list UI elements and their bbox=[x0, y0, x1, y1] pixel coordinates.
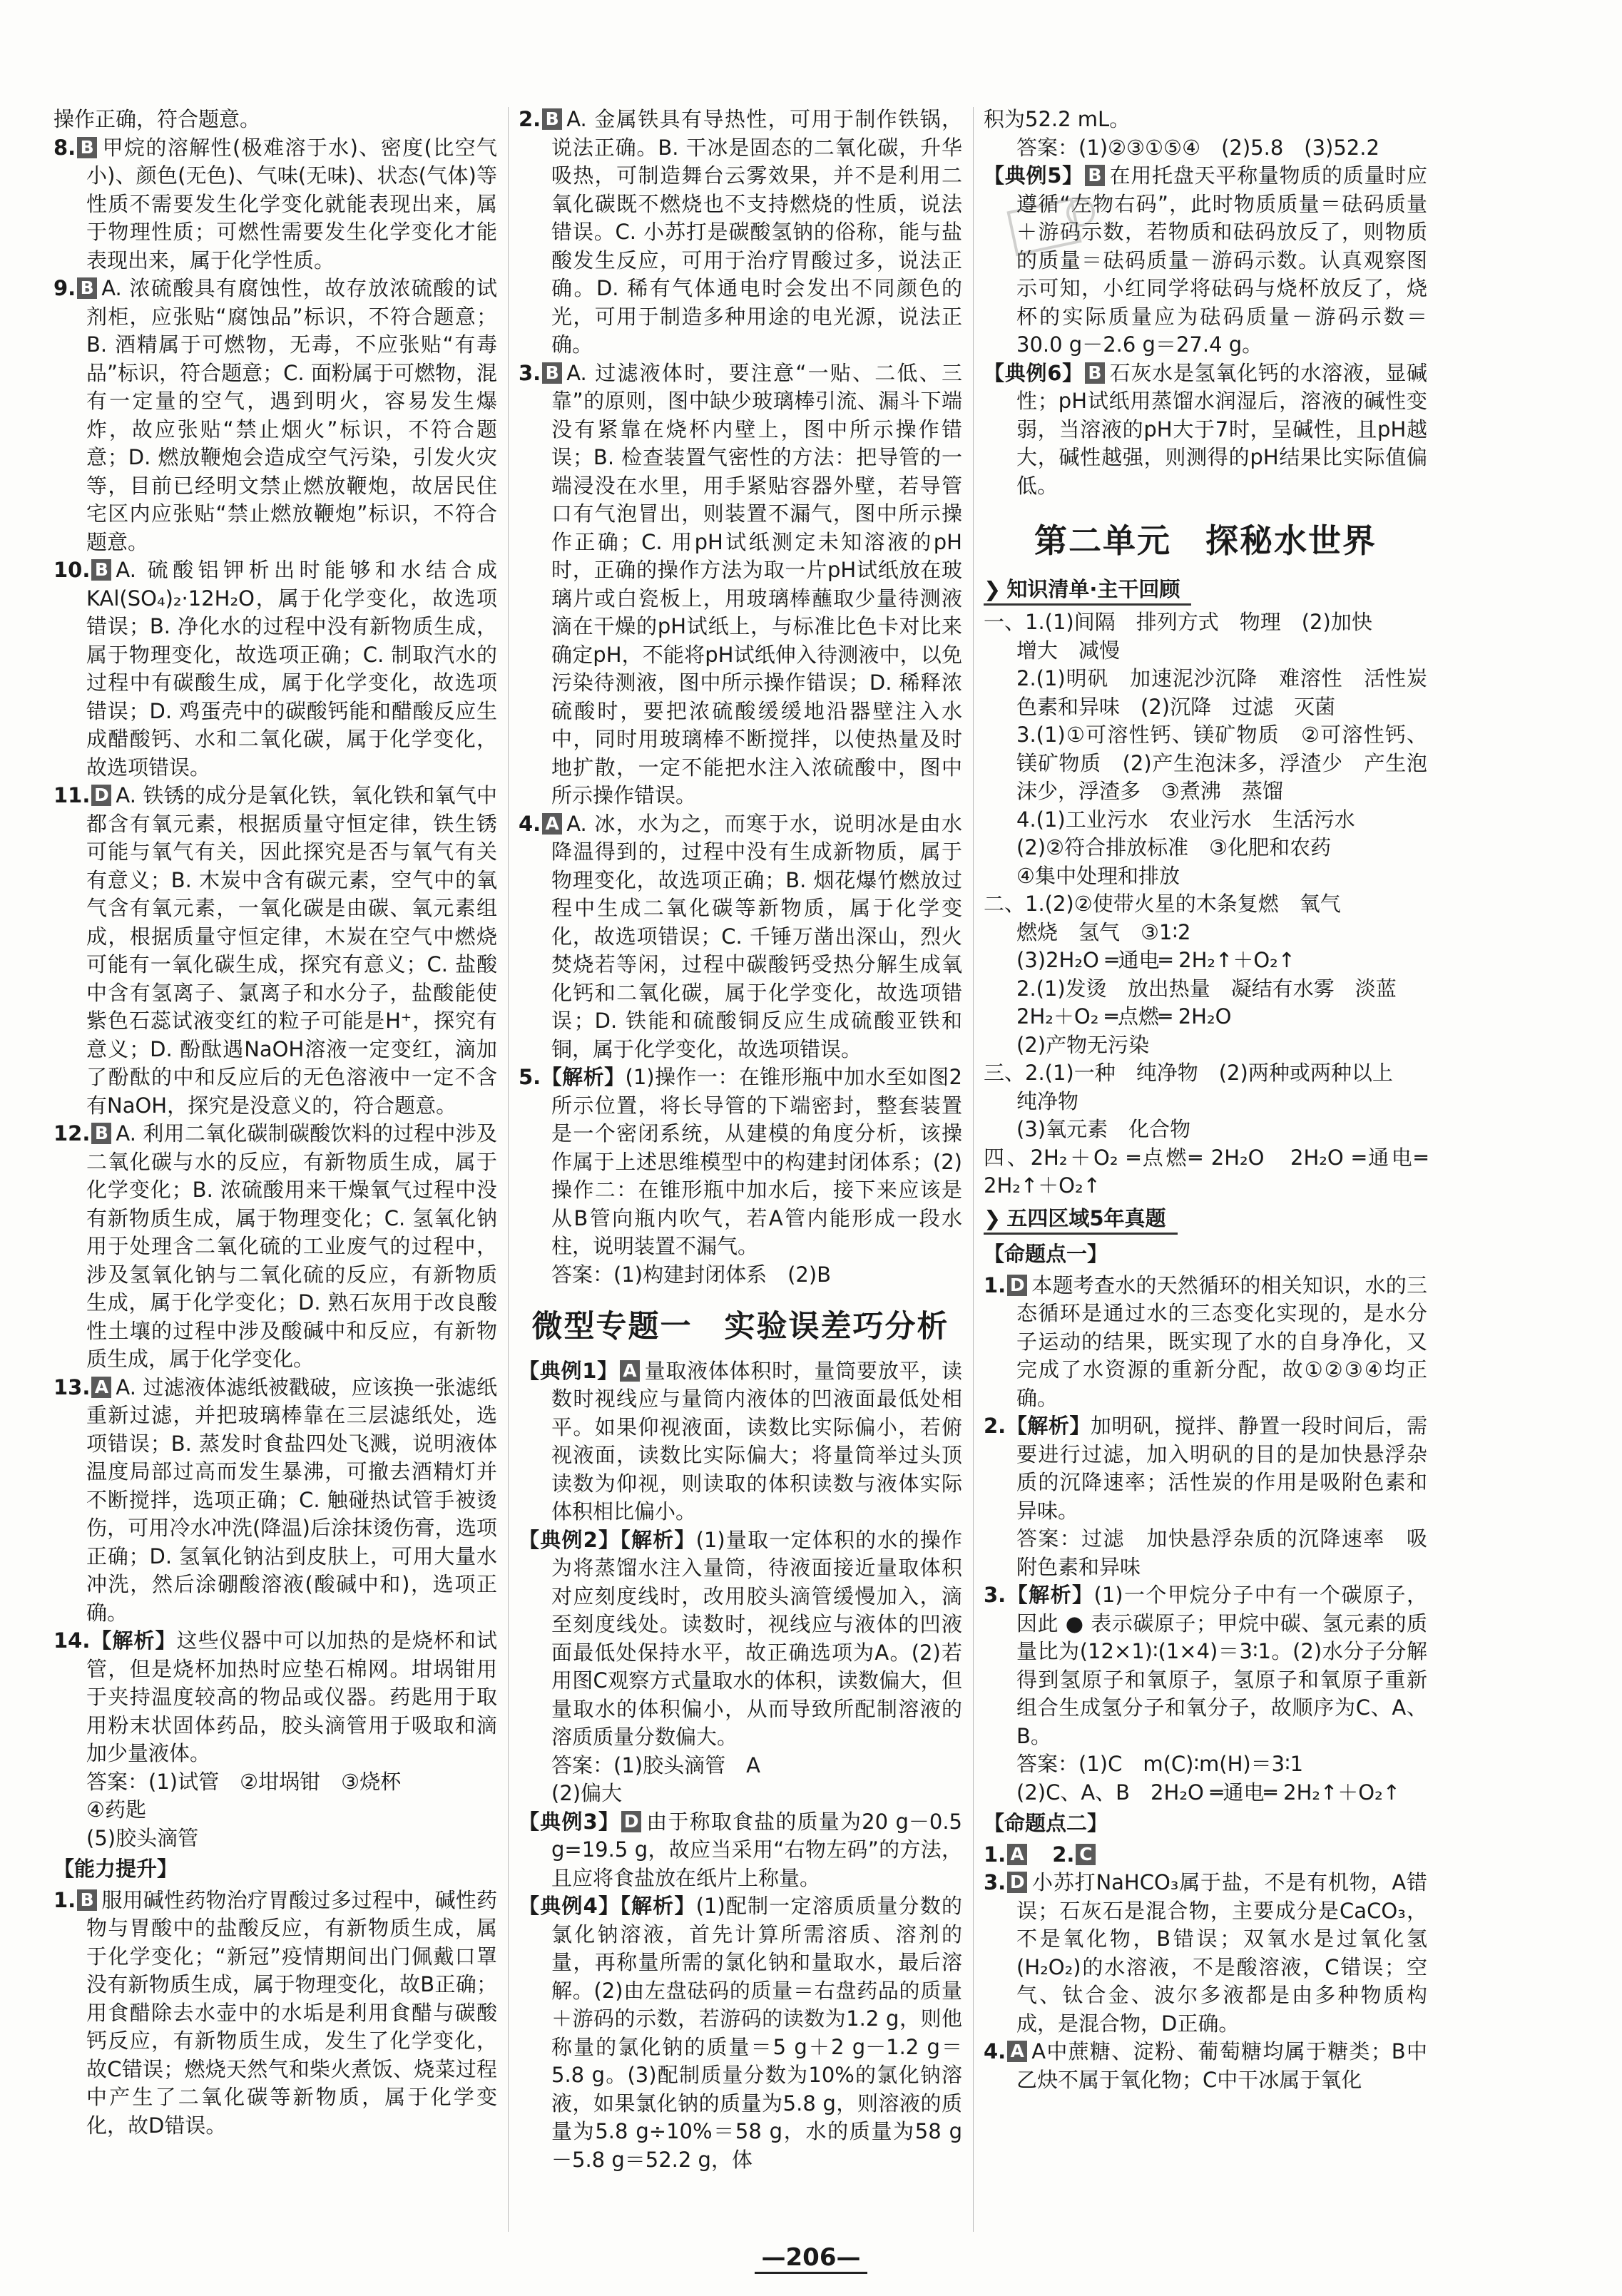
answer-badge: D bbox=[91, 785, 111, 806]
answer-line: 答案：(1)构建封闭体系 (2)B bbox=[551, 1262, 832, 1287]
answer-badge: B bbox=[91, 1123, 111, 1144]
item-tag: 【解析】 bbox=[90, 1628, 177, 1653]
question-item bbox=[53, 782, 497, 1120]
text-line: (2)产物无污染 bbox=[1016, 1032, 1150, 1057]
answer-badge: B bbox=[77, 137, 97, 158]
answer-line: 答案：(1)胶头滴管 A bbox=[551, 1752, 760, 1777]
answer-badge: A bbox=[1007, 2041, 1027, 2062]
box-heading: 【命题点一】 bbox=[984, 1242, 1108, 1266]
question-item bbox=[984, 1841, 1427, 1869]
example-item bbox=[984, 359, 1427, 501]
item-text: (1)配制一定溶质质量分数的氯化钠溶液，首先计算所需溶质、溶剂的量，再称量所需的氯化钠和量取水，最后溶解。(2)由左盘砝码的质量＝右盘药品的质量＋游码的示数，若游码的读数为1.2 g，则他称量的氯化钠的质量＝5 g＋2 g－1.2 g＝5.8 g。(3)配制质量分数为10%的氯化钠溶液，如果氯化钠的质量为5.8 g，则溶液的质量为5.8 g÷10%＝58 g，水的质量为58 g－5.8 g＝52.2 g，体 bbox=[551, 1894, 962, 2172]
section-header bbox=[984, 1200, 1427, 1238]
item-text: 这些仪器中可以加热的是烧杯和试管，但是烧杯加热时应垫石棉网。坩埚钳用于夹持温度较高的物品或仪器。药匙用于取用粉末状固体药品，胶头滴管用于吸取和滴加少量液体。 bbox=[86, 1628, 497, 1765]
section-heading bbox=[984, 1205, 1178, 1235]
section-header bbox=[984, 571, 1427, 609]
text-line: (3)氧元素 化合物 bbox=[1016, 1117, 1191, 1141]
text-line: 4.(1)工业污水 农业污水 生活污水 bbox=[1016, 807, 1355, 832]
example-item bbox=[984, 162, 1427, 359]
example-item bbox=[519, 1357, 962, 1526]
unit-title: 第二单元 探秘水世界 bbox=[1034, 521, 1377, 560]
chevron-right-icon: ❯ bbox=[984, 1205, 1001, 1230]
question-item bbox=[984, 1412, 1427, 1525]
text-line: 一、1.(1)间隔 排列方式 物理 (2)加快 bbox=[984, 610, 1372, 634]
item-text: A. 过滤液体滤纸被戳破，应该换一张滤纸重新过滤，并把玻璃棒靠在三层滤纸处，选项错误；B. 蒸发时食盐四处飞溅，说明液体温度局部过高而发生暴沸，可撤去酒精灯并不断搅拌，选项正确；C. 触碰热试管手被烫伤，可用冷水冲洗(降温)后涂抹烫伤膏，选项正确；D. 氢氧化钠沾到皮肤上，可用大量水冲洗，然后涂硼酸溶液(酸碱中和)，选项正确。 bbox=[86, 1374, 497, 1625]
answer-badge: D bbox=[1007, 1275, 1027, 1296]
question-item bbox=[53, 275, 497, 556]
question-number: 3. bbox=[519, 360, 541, 385]
answer-badge: B bbox=[91, 559, 111, 581]
text-line: 3.(1)①可溶性钙、镁矿物质 ②可溶性钙、镁矿物质 (2)产生泡沫多，浮渣少 产生泡沫少，浮渣多 ③煮沸 蒸馏 bbox=[1016, 723, 1427, 803]
item-text: (1)操作一：在锥形瓶中加水至如图2所示位置，将长导管的下端密封，整套装置是一个密闭系统，从建模的角度分析，该操作属于上述思维模型中的构建封闭体系；(2)操作二：在锥形瓶中加水后，接下来应该是从B管向瓶内吹气，若A管内能形成一段水柱，说明装置不漏气。 bbox=[551, 1065, 962, 1258]
question-number: 2. bbox=[984, 1414, 1006, 1438]
question-number: 4. bbox=[519, 811, 541, 836]
question-number: 14. bbox=[53, 1628, 91, 1653]
question-number: 10. bbox=[53, 558, 91, 582]
answer-badge: B bbox=[77, 1889, 97, 1911]
item-tag: 【典例3】 bbox=[519, 1809, 621, 1834]
column-divider-2 bbox=[973, 107, 974, 2232]
answer-badge: B bbox=[542, 362, 562, 384]
answer-badge: D bbox=[1007, 1872, 1027, 1893]
text-line: 2.(1)明矾 加速泥沙沉降 难溶性 活性炭 色素和异味 (2)沉降 过滤 灭菌 bbox=[1016, 666, 1449, 719]
item-text: A. 冰，水为之，而寒于水，说明冰是由水降温得到的，过程中没有生成新物质，属于物理变化，故选项正确；B. 烟花爆竹燃放过程中生成二氧化碳等新物质，属于化学变化，故选项错误；C. 千锤万凿出深山，烈火焚烧若等闲，过程中碳酸钙受热分解生成氧化钙和二氧化碳，属于化学变化，故选项错误；D. 铁能和硫酸铜反应生成硫酸亚铁和铜，属于化学变化，故选项错误。 bbox=[551, 811, 962, 1061]
question-item bbox=[519, 1063, 962, 1261]
question-item bbox=[53, 556, 497, 782]
item-text: 甲烷的溶解性(极难溶于水)、密度(比空气小)、颜色(无色)、气味(无味)、状态(气体)等性质不需要发生化学变化就能表现出来，属于物理性质；可燃性需要发生化学变化才能表现出来，属于化学性质。 bbox=[86, 135, 497, 272]
text-line: 2H₂＋O₂ ═点燃═ 2H₂O bbox=[1016, 1004, 1232, 1029]
page-number bbox=[0, 2243, 1622, 2272]
answer-badge: B bbox=[1085, 165, 1105, 186]
question-item bbox=[519, 106, 962, 359]
item-text: A. 利用二氧化碳制碳酸饮料的过程中涉及二氧化碳与水的反应，有新物质生成，属于化学变化；B. 浓硫酸用来干燥氧气过程中没有新物质生成，属于物理变化；C. 氢氧化钠用于处理含二氧化硫的工业废气的过程中，涉及氢氧化钠与二氧化硫的反应，有新物质生成，属于化学变化；D. 熟石灰用于改良酸性土壤的过程中涉及酸碱中和反应，有新物质生成，属于化学变化。 bbox=[86, 1121, 497, 1371]
item-text: A. 铁锈的成分是氧化铁，氧化铁和氧气中都含有氧元素，根据质量守恒定律，铁生锈可能与氧气有关，因此探究是否与氧气有关有意义；B. 木炭中含有碳元素，空气中的氧气含有氧元素，一氧化碳是由碳、氧元素组成，根据质量守恒定律，木炭在空气中燃烧可能有一氧化碳生成，探究有意义；C. 盐酸中含有氢离子、氯离子和水分子，盐酸能使紫色石蕊试液变红的粒子可能是H⁺，探究有意义；D. 酚酞遇NaOH溶液一定变红，滴加了酚酞的中和反应后的无色溶液中一定不含有NaOH，探究是没意义的，符合题意。 bbox=[86, 783, 497, 1118]
item-tag: 【典例4】【解析】 bbox=[519, 1894, 696, 1918]
answer-line: 答案：过滤 加快悬浮杂质的沉降速率 吸附色素和异味 bbox=[1016, 1526, 1427, 1579]
answer-badge: A bbox=[91, 1377, 111, 1398]
column-left bbox=[53, 106, 497, 2246]
text-line: 2.(1)发烫 放出热量 凝结有水雾 淡蓝 bbox=[1016, 976, 1397, 1001]
question-item bbox=[984, 2038, 1427, 2094]
question-number: 9. bbox=[53, 276, 76, 300]
text-line: (2)偏大 bbox=[551, 1781, 623, 1805]
item-text: A中蔗糖、淀粉、葡萄糖均属于糖类；B中乙炔不属于氧化物；C中干冰属于氧化 bbox=[1016, 2039, 1427, 2092]
text-line: 操作正确，符合题意。 bbox=[53, 107, 261, 131]
question-number: 3. bbox=[984, 1583, 1006, 1607]
answer-line: 答案：(1)试管 ②坩埚钳 ③烧杯 bbox=[86, 1769, 402, 1794]
item-text: (1)一个甲烷分子中有一个碳原子，因此 ● 表示碳原子；甲烷中碳、氢元素的质量比为(12×1)∶(1×4)＝3∶1。(2)水分子分解得到氢原子和氧原子，氢原子和氧原子重新组合生成氢分子和氧分子，故顺序为C、A、B。 bbox=[1016, 1583, 1427, 1748]
text-line: (2)C、A、B 2H₂O ═通电═ 2H₂↑＋O₂↑ bbox=[1016, 1780, 1401, 1805]
text-line: 二、1.(2)②使带火星的木条复燃 氧气 bbox=[984, 892, 1341, 916]
text-line: 四、2H₂＋O₂ ═点燃═ 2H₂O 2H₂O ═通电═ 2H₂↑＋O₂↑ bbox=[984, 1145, 1427, 1198]
question-number: 1. bbox=[984, 1842, 1006, 1867]
question-item bbox=[53, 1887, 497, 2141]
question-number: 11. bbox=[53, 783, 91, 807]
question-number: 1. bbox=[53, 1887, 76, 1912]
chevron-right-icon: ❯ bbox=[984, 576, 1001, 601]
question-number: 2. bbox=[1052, 1842, 1075, 1867]
item-tag: 【解析】 bbox=[541, 1065, 626, 1089]
question-item bbox=[519, 810, 962, 1064]
answer-line: 答案：(1)②③①⑤④ (2)5.8 (3)52.2 bbox=[1016, 135, 1379, 160]
question-number: 1. bbox=[984, 1272, 1006, 1297]
question-item bbox=[984, 1581, 1427, 1750]
question-item bbox=[53, 1374, 497, 1628]
text-line: 三、2.(1)一种 纯净物 (2)两种或两种以上 bbox=[984, 1061, 1393, 1085]
question-number: 12. bbox=[53, 1121, 91, 1146]
item-tag: 【解析】 bbox=[1006, 1583, 1094, 1607]
item-tag: 【解析】 bbox=[1006, 1414, 1091, 1438]
question-number: 5. bbox=[519, 1065, 541, 1089]
section-heading bbox=[984, 576, 1191, 606]
question-number: 4. bbox=[984, 2039, 1006, 2063]
text-line: 纯净物 bbox=[1016, 1088, 1079, 1113]
example-item bbox=[519, 1808, 962, 1893]
section-heading-text: 五四区域5年真题 bbox=[1006, 1205, 1166, 1230]
topic-title: 微型专题一 实验误差巧分析 bbox=[531, 1309, 949, 1345]
answer-badge: B bbox=[542, 108, 562, 130]
answer-badge: C bbox=[1076, 1844, 1096, 1865]
question-number: 2. bbox=[519, 107, 541, 131]
box-heading: 【命题点二】 bbox=[984, 1811, 1108, 1835]
item-tag: 【典例5】 bbox=[984, 163, 1083, 188]
item-text: 服用碱性药物治疗胃酸过多过程中，碱性药物与胃酸中的盐酸反应，有新物质生成，属于化学变化；“新冠”疫情期间出门佩戴口罩没有新物质生成，属于物理变化，故B正确；用食醋除去水壶中的水垢是利用食醋与碳酸钙反应，有新物质生成，发生了化学变化，故C错误；燃烧天然气和柴火煮饭、烧菜过程中产生了二氧化碳等新物质，属于化学变化，故D错误。 bbox=[86, 1887, 497, 2138]
page-number-text: —206— bbox=[755, 2243, 868, 2274]
box-heading: 【能力提升】 bbox=[53, 1857, 178, 1881]
item-tag: 【典例1】 bbox=[519, 1358, 618, 1383]
item-text: 小苏打NaHCO₃属于盐，不是有机物，A错误；石灰石是混合物，主要成分是CaCO₃，不是氧化物，B错误；双氧水是过氧化氢(H₂O₂)的水溶液，不是酸溶液，C错误；空气、钛合金、波尔多液都是由多种物质构成，是混合物，D正确。 bbox=[1016, 1870, 1427, 2036]
answer-badge: D bbox=[621, 1811, 641, 1832]
question-number: 3. bbox=[984, 1870, 1006, 1894]
item-text: 加明矾，搅拌、静置一段时间后，需要进行过滤，加入明矾的目的是加快悬浮杂质的沉降速率；活性炭的作用是吸附色素和异味。 bbox=[1016, 1414, 1427, 1523]
question-item bbox=[519, 359, 962, 810]
answer-badge: B bbox=[77, 277, 97, 299]
item-tag: 【典例6】 bbox=[984, 360, 1083, 385]
answer-line: 答案：(1)C m(C)∶m(H)＝3∶1 bbox=[1016, 1752, 1304, 1776]
answer-badge: B bbox=[1085, 362, 1105, 384]
item-text: 石灰水是氢氧化钙的水溶液，显碱性；pH试纸用蒸馏水润湿后，溶液的碱性变弱，当溶液的pH大于7时，呈碱性，且pH越大，碱性越强，则测得的pH结果比实际值偏低。 bbox=[1016, 360, 1427, 498]
text-line: (3)2H₂O ═通电═ 2H₂↑＋O₂↑ bbox=[1016, 948, 1296, 972]
text-line: (5)胶头滴管 bbox=[86, 1825, 199, 1850]
text-line: 积为52.2 mL。 bbox=[984, 107, 1131, 131]
section-heading-text: 知识清单·主干回顾 bbox=[1006, 576, 1180, 601]
question-item bbox=[984, 1272, 1427, 1413]
item-text: A. 金属铁具有导热性，可用于制作铁锅，说法正确。B. 干冰是固态的二氧化碳，升华吸热，可制造舞台云雾效果，并不是利用二氧化碳既不燃烧也不支持燃烧的性质，说法错误。C. 小苏打是碳酸氢钠的俗称，能与盐酸发生反应，可用于治疗胃酸过多，说法正确。D. 稀有气体通电时会发出不同颜色的光，可用于制造多种用途的电光源，说法正确。 bbox=[551, 107, 962, 357]
answer-badge: A bbox=[542, 813, 562, 835]
text-line: 增大 减慢 bbox=[1016, 638, 1121, 663]
text-line: (2)②符合排放标准 ③化肥和农药 bbox=[1016, 835, 1332, 859]
item-text: 量取液体体积时，量筒要放平，读数时视线应与量筒内液体的凹液面最低处相平。如果仰视液面，读数比实际偏小，若俯视液面，读数比实际偏大；将量筒举过头顶读数为仰视，则读取的体积读数与液体实际体积相比偏小。 bbox=[551, 1358, 962, 1524]
question-item bbox=[53, 1120, 497, 1374]
item-text: (1)量取一定体积的水的操作为将蒸馏水注入量筒，待液面接近量取体积对应刻度线时，改用胶头滴管缓慢加入，滴至刻度线处。读数时，视线应与液体的凹液面最低处保持水平，故正确选项为A。(2)若用图C观察方式量取水的体积，读数偏大，但量取水的体积偏小，从而导致所配制溶液的溶质质量分数偏大。 bbox=[551, 1527, 962, 1749]
item-text: A. 过滤液体时，要注意“一贴、二低、三靠”的原则，图中缺少玻璃棒引流、漏斗下端没有紧靠在烧杯内壁上，图中所示操作错误；B. 检查装置气密性的方法：把导管的一端浸没在水里，用手紧贴容器外壁，若导管口有气泡冒出，则装置不漏气，图中所示操作正确；C. 用pH试纸测定未知溶液的pH时，正确的操作方法为取一片pH试纸放在玻璃片或白瓷板上，用玻璃棒蘸取少量待测液滴在干燥的pH试纸上，与标准比色卡对比来确定pH，不能将pH试纸伸入待测液中，以免污染待测液，图中所示操作错误；D. 稀释浓硫酸时，要把浓硫酸缓缓地沿器壁注入水中，同时用玻璃棒不断搅拌，以使热量及时地扩散，一定不能把水注入浓硫酸中，图中所示操作错误。 bbox=[551, 360, 962, 807]
column-divider-1 bbox=[508, 107, 509, 2232]
item-tag: 【典例2】【解析】 bbox=[519, 1527, 696, 1552]
item-text: 在用托盘天平称量物质的质量时应遵循“左物右码”，此时物质质量＝砝码质量＋游码示数，若物质和砝码放反了，则物质的质量＝砝码质量－游码示数。认真观察图示可知，小红同学将砝码与烧杯放反了，烧杯的实际质量应为砝码质量－游码示数＝30.0 g－2.6 g＝27.4 g。 bbox=[1016, 163, 1427, 357]
item-text: A. 硫酸铝钾析出时能够和水结合成KAl(SO₄)₂·12H₂O，属于化学变化，故选项错误；B. 净化水的过程中没有新物质生成，属于物理变化，故选项正确；C. 制取汽水的过程中有碳酸生成，属于化学变化，故选项错误；D. 鸡蛋壳中的碳酸钙能和醋酸反应生成醋酸钙、水和二氧化碳，属于化学变化，故选项错误。 bbox=[86, 558, 497, 780]
example-item bbox=[519, 1526, 962, 1752]
question-item bbox=[984, 1869, 1427, 2038]
answer-badge: A bbox=[1007, 1844, 1027, 1865]
text-line: ④集中处理和排放 bbox=[1016, 863, 1180, 888]
answer-badge: A bbox=[620, 1360, 640, 1382]
item-text: 由于称取食盐的质量为20 g－0.5 g=19.5 g，故应当采用“右物左码”的方法，且应将食盐放在纸片上称量。 bbox=[551, 1809, 962, 1890]
question-number: 8. bbox=[53, 135, 76, 160]
item-text: A. 浓硫酸具有腐蚀性，故存放浓硫酸的试剂柜，应张贴“腐蚀品”标识，不符合题意；B. 酒精属于可燃物，无毒，不应张贴“有毒品”标识，符合题意；C. 面粉属于可燃物，混有一定量的空气，遇到明火，容易发生爆炸，故应张贴“禁止烟火”标识，不符合题意；D. 燃放鞭炮会造成空气污染，引发火灾等，目前已经明文禁止燃放鞭炮，故居民住宅区内应张贴“禁止燃放鞭炮”标识，不符合题意。 bbox=[86, 276, 497, 554]
item-text: 本题考查水的天然循环的相关知识，水的三态循环是通过水的三态变化实现的，是水分子运动的结果，既实现了水的自身净化，又完成了水资源的重新分配，故①②③④均正确。 bbox=[1016, 1272, 1427, 1410]
example-item bbox=[519, 1892, 962, 2174]
question-number: 13. bbox=[53, 1374, 91, 1399]
text-line: 燃烧 氢气 ③1∶2 bbox=[1016, 919, 1191, 944]
column-right bbox=[984, 106, 1449, 2246]
column-middle bbox=[519, 106, 962, 2246]
question-item bbox=[53, 1627, 497, 1768]
question-item bbox=[53, 134, 497, 275]
text-line: ④药匙 bbox=[86, 1797, 146, 1822]
